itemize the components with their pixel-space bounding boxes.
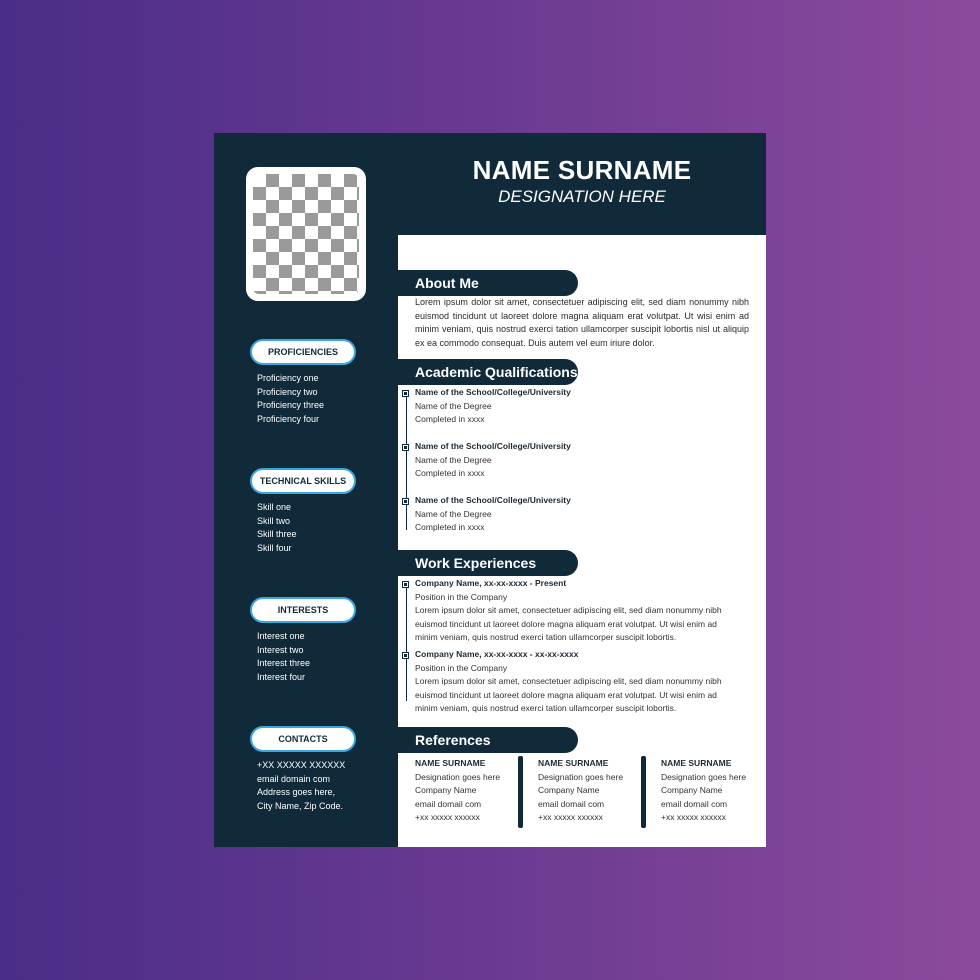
- about-text: Lorem ipsum dolor sit amet, consectetuer adipiscing elit, sed diam nonummy nibh euismod tincidunt ut laoreet dolore magna aliquam erat volutpat. Ut wisi enim ad minim veniam, quis nostrud exerci tation ullamcorper suscipit lobortis nisl ut aliquip ex ea commodo consequat. Duis autem vel eum iriure dolor.: [415, 297, 749, 348]
- contacts-section: [250, 726, 360, 813]
- academic-heading: Academic Qualifications: [398, 359, 578, 385]
- company-name: Company Name, xx-xx-xxxx - xx-xx-xxxx: [415, 649, 579, 659]
- reference-phone: +xx xxxxx xxxxxx: [661, 812, 726, 822]
- school-name: Name of the School/College/University: [415, 441, 571, 451]
- resume-designation: DESIGNATION HERE: [498, 187, 666, 206]
- contact-phone: +XX XXXXX XXXXXX: [257, 760, 346, 770]
- list-item: Skill two: [257, 515, 291, 526]
- academic-entry: [415, 494, 745, 535]
- degree-name: Name of the Degree: [415, 454, 492, 465]
- reference-designation: Designation goes here: [415, 771, 501, 782]
- contact-city: City Name, Zip Code.: [257, 800, 344, 811]
- interests-list: [257, 630, 360, 684]
- technical-skills-label: TECHNICAL SKILLS: [250, 468, 356, 494]
- work-heading: Work Experiences: [398, 550, 578, 576]
- contact-email: email domain com: [257, 773, 331, 784]
- reference-name: NAME SURNAME: [661, 758, 732, 768]
- proficiencies-section: [250, 339, 360, 426]
- school-name: Name of the School/College/University: [415, 387, 571, 397]
- timeline-bullet-icon: [402, 498, 409, 505]
- list-item: Proficiency one: [257, 373, 319, 383]
- school-name: Name of the School/College/University: [415, 495, 571, 505]
- reference-company: Company Name: [661, 785, 723, 795]
- work-entry: [415, 577, 725, 645]
- photo-placeholder-image: [253, 174, 359, 294]
- reference-email: email domail com: [538, 798, 605, 809]
- degree-name: Name of the Degree: [415, 400, 492, 411]
- reference-company: Company Name: [415, 785, 477, 795]
- list-item: Proficiency four: [257, 413, 320, 424]
- completed-year: Completed in xxxx: [415, 414, 485, 424]
- academic-entry: [415, 386, 745, 427]
- contact-address: Address goes here,: [257, 787, 336, 797]
- resume-page: [214, 133, 766, 847]
- contacts-label: CONTACTS: [250, 726, 356, 752]
- company-name: Company Name, xx-xx-xxxx - Present: [415, 578, 567, 588]
- position-name: Position in the Company: [415, 662, 508, 673]
- reference-company: Company Name: [538, 785, 600, 795]
- completed-year: Completed in xxxx: [415, 468, 485, 478]
- reference-name: NAME SURNAME: [538, 758, 609, 768]
- resume-name: NAME SURNAME: [472, 155, 692, 185]
- photo-frame: [246, 167, 366, 301]
- list-item: Proficiency three: [257, 400, 325, 410]
- reference-card: [415, 757, 525, 825]
- timeline-bullet-icon: [402, 652, 409, 659]
- reference-designation: Designation goes here: [538, 771, 624, 782]
- work-entry: [415, 648, 725, 716]
- reference-divider: [641, 756, 646, 828]
- list-item: Interest one: [257, 631, 305, 641]
- proficiencies-label: PROFICIENCIES: [250, 339, 356, 365]
- list-item: Interest two: [257, 644, 304, 655]
- reference-email: email domail com: [415, 798, 482, 809]
- contacts-list: [257, 759, 360, 813]
- reference-email: email domail com: [661, 798, 728, 809]
- reference-designation: Designation goes here: [661, 771, 747, 782]
- interests-label: INTERESTS: [250, 597, 356, 623]
- academic-timeline: [406, 390, 407, 530]
- reference-card: [661, 757, 766, 825]
- list-item: Proficiency two: [257, 386, 318, 397]
- reference-phone: +xx xxxxx xxxxxx: [538, 812, 603, 822]
- work-timeline: [406, 581, 407, 701]
- timeline-bullet-icon: [402, 581, 409, 588]
- interests-section: [250, 597, 360, 684]
- technical-skills-list: [257, 501, 360, 555]
- proficiencies-list: [257, 372, 360, 426]
- academic-entry: [415, 440, 745, 481]
- completed-year: Completed in xxxx: [415, 522, 485, 532]
- reference-name: NAME SURNAME: [415, 758, 486, 768]
- timeline-bullet-icon: [402, 390, 409, 397]
- list-item: Interest three: [257, 658, 311, 668]
- reference-divider: [518, 756, 523, 828]
- work-description: Lorem ipsum dolor sit amet, consectetuer adipiscing elit, sed diam nonummy nibh euismod tincidunt ut laoreet dolore magna aliquam erat volutpat. Ut wisi enim ad minim veniam, quis nostrud exerci tation ullamcorper suscipit lobortis.: [415, 676, 722, 713]
- list-item: Skill one: [257, 502, 292, 512]
- list-item: Skill three: [257, 529, 297, 539]
- references-heading: References: [398, 727, 578, 753]
- timeline-bullet-icon: [402, 444, 409, 451]
- position-name: Position in the Company: [415, 591, 508, 602]
- list-item: Interest four: [257, 671, 306, 682]
- reference-phone: +xx xxxxx xxxxxx: [415, 812, 480, 822]
- about-heading: About Me: [398, 270, 578, 296]
- degree-name: Name of the Degree: [415, 508, 492, 519]
- list-item: Skill four: [257, 542, 292, 553]
- reference-card: [538, 757, 648, 825]
- work-description: Lorem ipsum dolor sit amet, consectetuer adipiscing elit, sed diam nonummy nibh euismod tincidunt ut laoreet dolore magna aliquam erat volutpat. Ut wisi enim ad minim veniam, quis nostrud exerci tation ullamcorper suscipit lobortis.: [415, 605, 722, 642]
- technical-skills-section: [250, 468, 360, 555]
